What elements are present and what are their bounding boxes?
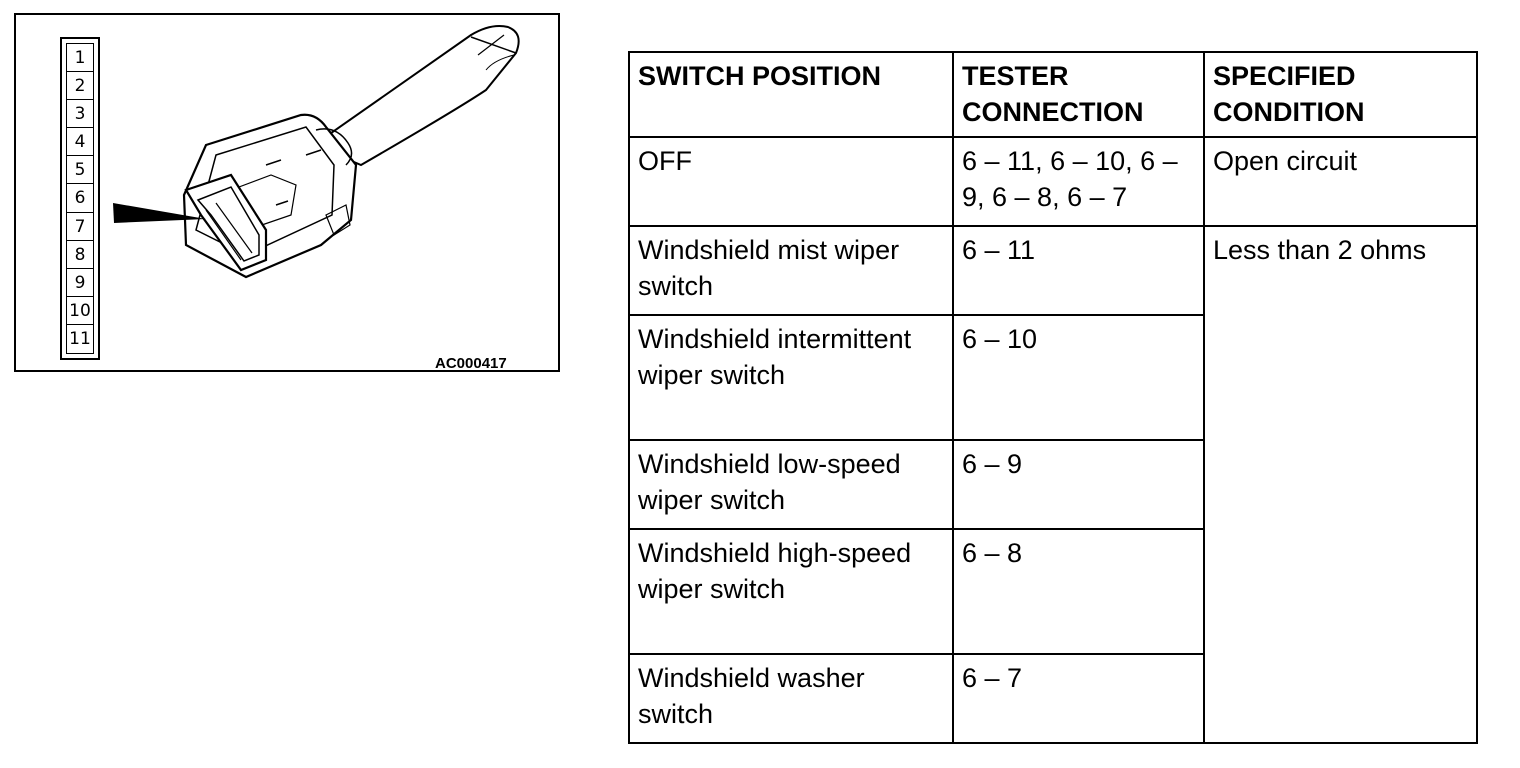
switch-illustration [14, 13, 560, 372]
cell-connection: 6 – 11 [953, 226, 1204, 315]
pin-number: 5 [67, 156, 93, 184]
table-row [629, 137, 1477, 226]
cell-connection: 6 – 7 [953, 654, 1204, 743]
cell-connection: 6 – 11, 6 – 10, 6 – 9, 6 – 8, 6 – 7 [953, 137, 1204, 226]
pin-number: 3 [67, 100, 93, 128]
pin-number: 4 [67, 128, 93, 156]
header-tester-connection: TESTER CONNECTION [953, 52, 1204, 137]
pin-number: 9 [67, 269, 93, 297]
cell-position: Windshield washer switch [629, 654, 953, 743]
cell-connection: 6 – 10 [953, 315, 1204, 440]
cell-position: OFF [629, 137, 953, 226]
cell-connection: 6 – 9 [953, 440, 1204, 529]
header-switch-position: SWITCH POSITION [629, 52, 953, 137]
cell-condition: Open circuit [1204, 137, 1477, 226]
pin-number: 11 [69, 328, 91, 349]
cell-connection: 6 – 8 [953, 529, 1204, 654]
pin-number: 1 [67, 44, 93, 72]
header-specified-condition: SPECIFIED CONDITION [1204, 52, 1477, 137]
pin-number: 8 [67, 241, 93, 269]
cell-condition: Less than 2 ohms [1204, 226, 1477, 743]
cell-position: Windshield mist wiper switch [629, 226, 953, 315]
cell-position: Windshield high-speed wiper switch [629, 529, 953, 654]
figure-code: AC000417 [435, 355, 507, 372]
pin-number: 10 [67, 297, 93, 325]
table-row [629, 226, 1477, 315]
cell-position: Windshield low-speed wiper switch [629, 440, 953, 529]
switch-continuity-table [628, 51, 1478, 744]
pin-number-strip [60, 37, 100, 360]
pin-number: 2 [67, 72, 93, 100]
pin-number: 7 [67, 213, 93, 241]
pin-number: 6 [67, 184, 93, 212]
cell-position: Windshield intermittent wiper switch [629, 315, 953, 440]
table-header-row [629, 52, 1477, 137]
